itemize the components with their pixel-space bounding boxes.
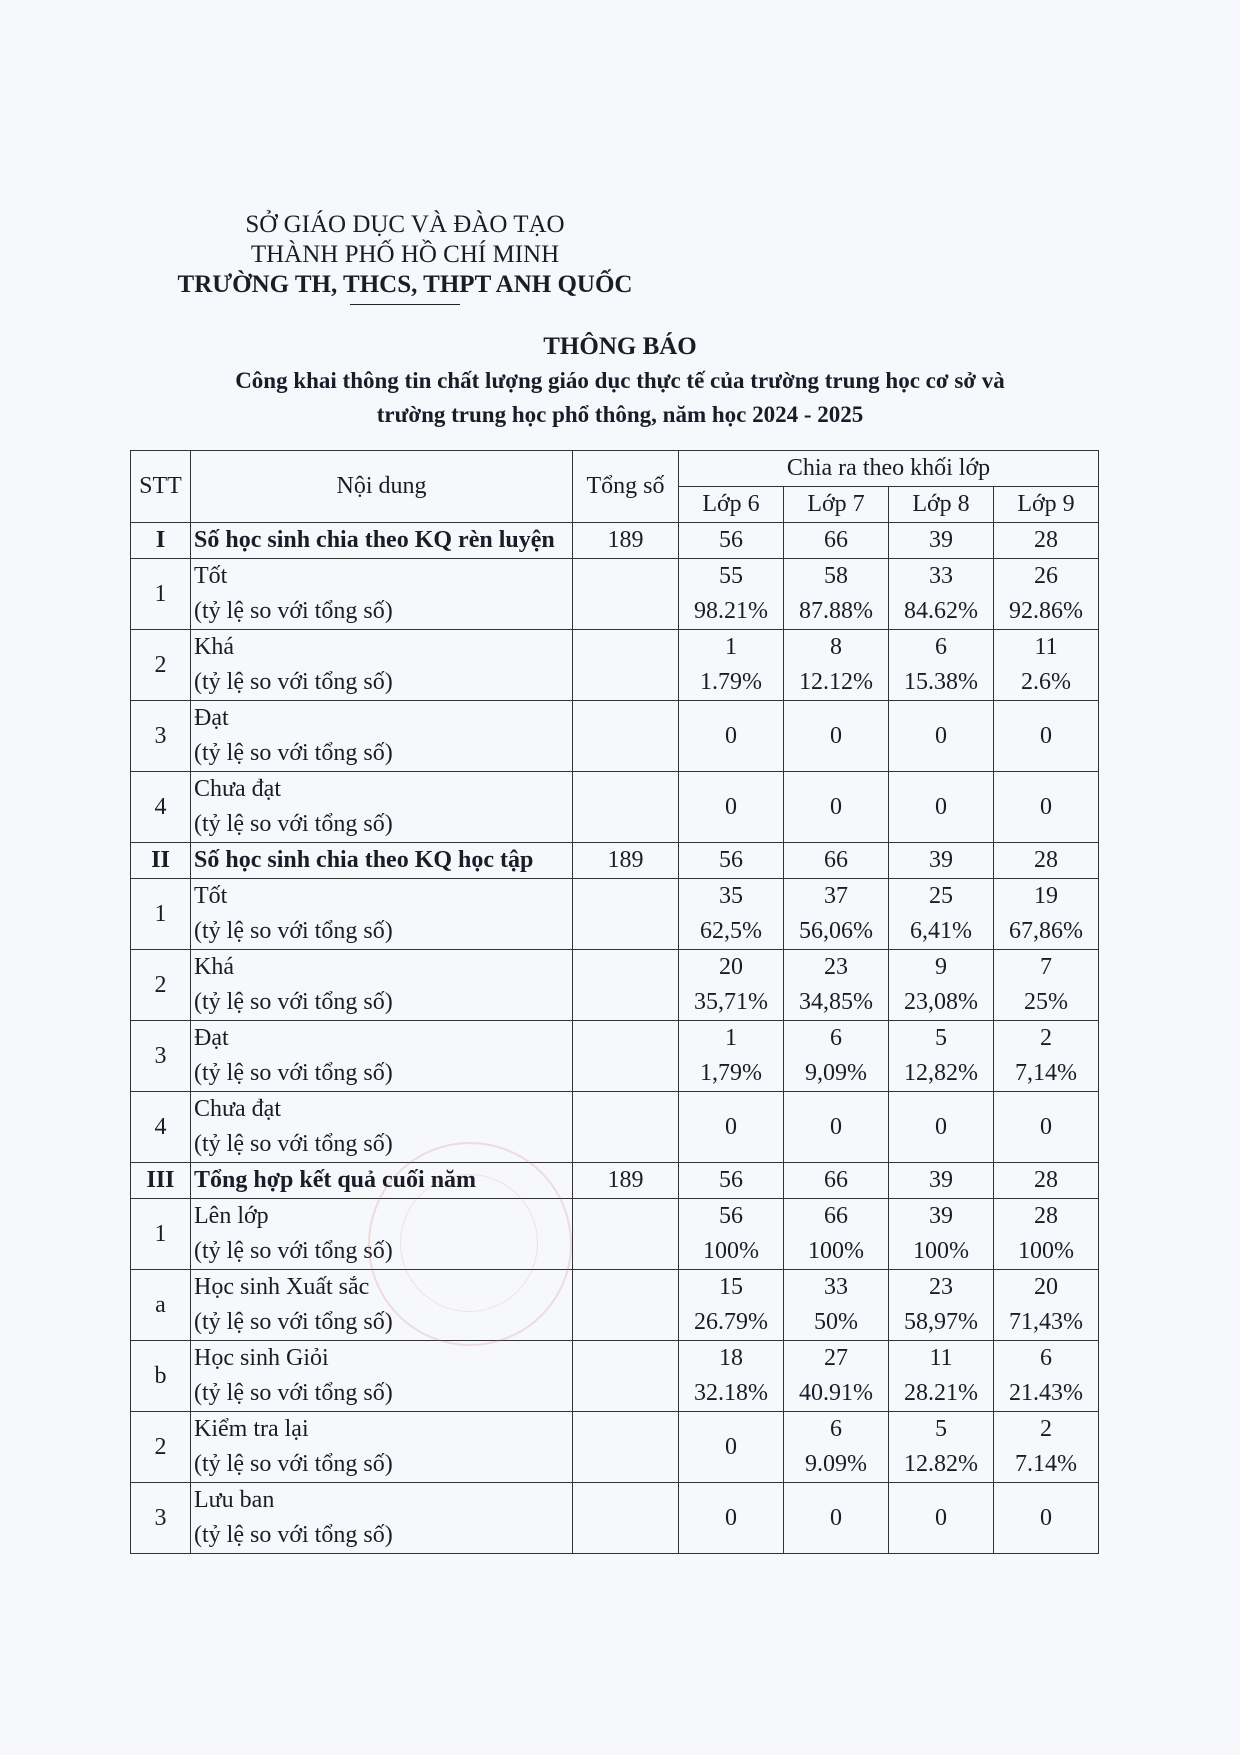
cell-count: 26 xyxy=(1034,563,1058,589)
cell-grade-7 xyxy=(784,523,889,559)
cell-percent: 100% xyxy=(703,1238,759,1264)
cell-count: 5 xyxy=(935,1416,947,1442)
cell-count: 0 xyxy=(1040,722,1052,749)
row-label: Lưu ban xyxy=(194,1487,275,1513)
row-total xyxy=(573,701,679,772)
header-grade-6: Lớp 6 xyxy=(679,487,784,523)
row-stt: 3 xyxy=(131,701,191,772)
cell-count: 0 xyxy=(725,1433,737,1460)
row-content xyxy=(191,772,573,843)
cell-count: 1 xyxy=(725,1025,737,1051)
row-total: 189 xyxy=(573,1163,679,1199)
cell-count: 0 xyxy=(935,793,947,820)
cell-percent: 67,86% xyxy=(1009,918,1083,944)
cell-grade-6 xyxy=(679,523,784,559)
quality-report-table xyxy=(130,450,1099,1554)
row-total: 189 xyxy=(573,523,679,559)
cell-grade-7 xyxy=(784,772,889,843)
cell-count: 20 xyxy=(719,954,743,980)
row-ratio-note: (tỷ lệ so với tổng số) xyxy=(194,1380,393,1406)
cell-grade-9 xyxy=(994,1412,1099,1483)
row-stt: 3 xyxy=(131,1483,191,1554)
cell-count: 56 xyxy=(719,1167,743,1193)
cell-count: 28 xyxy=(1034,1203,1058,1229)
cell-grade-9 xyxy=(994,1199,1099,1270)
row-label: Tốt xyxy=(194,883,228,909)
cell-grade-6 xyxy=(679,950,784,1021)
cell-count: 11 xyxy=(929,1345,953,1371)
title-subtitle-line2: trường trung học phổ thông, năm học 2024 - 2025 xyxy=(376,402,864,427)
city-name: THÀNH PHỐ HỒ CHÍ MINH xyxy=(250,241,560,268)
cell-count: 0 xyxy=(830,793,842,820)
cell-grade-8 xyxy=(889,1483,994,1554)
cell-grade-9 xyxy=(994,1092,1099,1163)
cell-percent: 100% xyxy=(808,1238,864,1264)
cell-count: 39 xyxy=(929,527,953,553)
cell-grade-6 xyxy=(679,1412,784,1483)
cell-grade-6 xyxy=(679,701,784,772)
cell-count: 33 xyxy=(824,1274,848,1300)
cell-grade-6 xyxy=(679,772,784,843)
row-ratio-note: (tỷ lệ so với tổng số) xyxy=(194,669,393,695)
row-content xyxy=(191,701,573,772)
table-row xyxy=(131,1092,1099,1163)
table-header-row xyxy=(131,451,1099,487)
cell-count: 27 xyxy=(824,1345,848,1371)
document-title xyxy=(130,330,1110,432)
cell-count: 37 xyxy=(824,883,848,909)
header-grade-7: Lớp 7 xyxy=(784,487,889,523)
cell-grade-7 xyxy=(784,1021,889,1092)
row-ratio-note: (tỷ lệ so với tổng số) xyxy=(194,1131,393,1157)
cell-count: 0 xyxy=(935,1113,947,1140)
cell-count: 5 xyxy=(935,1025,947,1051)
cell-percent: 92.86% xyxy=(1009,598,1083,624)
cell-grade-7 xyxy=(784,1483,889,1554)
table-row xyxy=(131,1412,1099,1483)
row-content xyxy=(191,523,573,559)
cell-grade-8 xyxy=(889,1021,994,1092)
cell-grade-9 xyxy=(994,1021,1099,1092)
row-ratio-note: (tỷ lệ so với tổng số) xyxy=(194,1451,393,1477)
cell-count: 35 xyxy=(719,883,743,909)
row-label: Học sinh Giỏi xyxy=(194,1345,329,1371)
row-total xyxy=(573,630,679,701)
school-name: TRƯỜNG TH, THCS, THPT ANH QUỐC xyxy=(177,271,633,298)
cell-grade-7 xyxy=(784,1163,889,1199)
table-row xyxy=(131,1341,1099,1412)
cell-count: 20 xyxy=(1034,1274,1058,1300)
table-row xyxy=(131,950,1099,1021)
cell-count: 9 xyxy=(935,954,947,980)
cell-percent: 50% xyxy=(814,1309,858,1335)
cell-grade-8 xyxy=(889,1092,994,1163)
row-total xyxy=(573,559,679,630)
row-label: Khá xyxy=(194,634,234,660)
row-content xyxy=(191,1163,573,1199)
cell-count: 0 xyxy=(1040,1504,1052,1531)
cell-count: 0 xyxy=(830,1113,842,1140)
row-total xyxy=(573,879,679,950)
cell-percent: 26.79% xyxy=(694,1309,768,1335)
row-ratio-note: (tỷ lệ so với tổng số) xyxy=(194,740,393,766)
table-row xyxy=(131,1270,1099,1341)
row-ratio-note: (tỷ lệ so với tổng số) xyxy=(194,811,393,837)
cell-percent: 12.82% xyxy=(904,1451,978,1477)
cell-grade-7 xyxy=(784,1412,889,1483)
cell-percent: 100% xyxy=(913,1238,969,1264)
cell-count: 28 xyxy=(1034,847,1058,873)
row-label: Chưa đạt xyxy=(194,776,281,802)
cell-grade-6 xyxy=(679,1483,784,1554)
cell-percent: 23,08% xyxy=(904,989,978,1015)
cell-count: 56 xyxy=(719,847,743,873)
cell-count: 33 xyxy=(929,563,953,589)
cell-count: 8 xyxy=(830,634,842,660)
row-label: Số học sinh chia theo KQ rèn luyện xyxy=(194,527,555,553)
row-stt: 2 xyxy=(131,1412,191,1483)
row-content xyxy=(191,1270,573,1341)
row-content xyxy=(191,843,573,879)
cell-grade-9 xyxy=(994,1163,1099,1199)
row-content xyxy=(191,1199,573,1270)
row-label: Chưa đạt xyxy=(194,1096,281,1122)
row-ratio-note: (tỷ lệ so với tổng số) xyxy=(194,1309,393,1335)
cell-grade-8 xyxy=(889,701,994,772)
cell-grade-6 xyxy=(679,1270,784,1341)
row-ratio-note: (tỷ lệ so với tổng số) xyxy=(194,989,393,1015)
cell-grade-6 xyxy=(679,559,784,630)
row-content xyxy=(191,1412,573,1483)
cell-percent: 34,85% xyxy=(799,989,873,1015)
department-name: SỞ GIÁO DỤC VÀ ĐÀO TẠO xyxy=(245,211,565,238)
row-total xyxy=(573,1341,679,1412)
cell-count: 0 xyxy=(830,722,842,749)
cell-percent: 32.18% xyxy=(694,1380,768,1406)
cell-count: 6 xyxy=(830,1025,842,1051)
cell-grade-9 xyxy=(994,701,1099,772)
cell-grade-9 xyxy=(994,950,1099,1021)
cell-percent: 9,09% xyxy=(805,1060,867,1086)
row-stt: 4 xyxy=(131,772,191,843)
cell-percent: 7,14% xyxy=(1015,1060,1077,1086)
cell-count: 7 xyxy=(1040,954,1052,980)
cell-count: 0 xyxy=(830,1504,842,1531)
row-total xyxy=(573,1021,679,1092)
cell-grade-7 xyxy=(784,950,889,1021)
cell-grade-8 xyxy=(889,1199,994,1270)
cell-grade-6 xyxy=(679,1021,784,1092)
row-content xyxy=(191,1092,573,1163)
row-stt: 4 xyxy=(131,1092,191,1163)
table-body xyxy=(131,523,1099,1554)
header-grade-8: Lớp 8 xyxy=(889,487,994,523)
row-ratio-note: (tỷ lệ so với tổng số) xyxy=(194,598,393,624)
cell-count: 6 xyxy=(830,1416,842,1442)
row-content xyxy=(191,879,573,950)
header-grade-9: Lớp 9 xyxy=(994,487,1099,523)
cell-grade-7 xyxy=(784,701,889,772)
cell-grade-7 xyxy=(784,559,889,630)
table-row xyxy=(131,1483,1099,1554)
cell-percent: 98.21% xyxy=(694,598,768,624)
row-stt: III xyxy=(131,1163,191,1199)
cell-percent: 21.43% xyxy=(1009,1380,1083,1406)
cell-grade-9 xyxy=(994,879,1099,950)
cell-count: 66 xyxy=(824,1203,848,1229)
cell-count: 19 xyxy=(1034,883,1058,909)
row-total xyxy=(573,1412,679,1483)
cell-grade-6 xyxy=(679,1341,784,1412)
cell-percent: 35,71% xyxy=(694,989,768,1015)
cell-count: 6 xyxy=(935,634,947,660)
cell-percent: 56,06% xyxy=(799,918,873,944)
table-row xyxy=(131,1021,1099,1092)
cell-grade-8 xyxy=(889,843,994,879)
cell-grade-9 xyxy=(994,559,1099,630)
row-label: Học sinh Xuất sắc xyxy=(194,1274,370,1300)
header-stt: STT xyxy=(131,451,191,523)
cell-grade-7 xyxy=(784,630,889,701)
row-total xyxy=(573,1483,679,1554)
cell-grade-8 xyxy=(889,1163,994,1199)
cell-grade-9 xyxy=(994,1483,1099,1554)
row-label: Lên lớp xyxy=(194,1203,269,1229)
cell-count: 18 xyxy=(719,1345,743,1371)
cell-count: 0 xyxy=(725,1504,737,1531)
row-total xyxy=(573,1199,679,1270)
cell-count: 39 xyxy=(929,847,953,873)
cell-count: 23 xyxy=(929,1274,953,1300)
cell-count: 0 xyxy=(1040,793,1052,820)
cell-percent: 12,82% xyxy=(904,1060,978,1086)
row-total xyxy=(573,950,679,1021)
row-stt: 2 xyxy=(131,950,191,1021)
row-total xyxy=(573,772,679,843)
table-row xyxy=(131,630,1099,701)
cell-grade-7 xyxy=(784,1199,889,1270)
row-content xyxy=(191,1341,573,1412)
table-row xyxy=(131,1199,1099,1270)
cell-count: 1 xyxy=(725,634,737,660)
cell-grade-7 xyxy=(784,1341,889,1412)
row-stt: II xyxy=(131,843,191,879)
cell-grade-8 xyxy=(889,950,994,1021)
cell-count: 56 xyxy=(719,1203,743,1229)
row-stt: 2 xyxy=(131,630,191,701)
cell-count: 0 xyxy=(935,722,947,749)
header-divider xyxy=(350,304,460,305)
cell-grade-9 xyxy=(994,1341,1099,1412)
cell-count: 0 xyxy=(725,722,737,749)
row-content xyxy=(191,1483,573,1554)
cell-percent: 100% xyxy=(1018,1238,1074,1264)
cell-grade-9 xyxy=(994,523,1099,559)
row-ratio-note: (tỷ lệ so với tổng số) xyxy=(194,1060,393,1086)
row-stt: b xyxy=(131,1341,191,1412)
cell-grade-8 xyxy=(889,1341,994,1412)
cell-grade-8 xyxy=(889,630,994,701)
row-label: Kiểm tra lại xyxy=(194,1416,309,1442)
row-stt: a xyxy=(131,1270,191,1341)
table-row xyxy=(131,772,1099,843)
cell-count: 25 xyxy=(929,883,953,909)
row-label: Đạt xyxy=(194,1025,229,1051)
row-label: Khá xyxy=(194,954,234,980)
table-section-row xyxy=(131,1163,1099,1199)
row-content xyxy=(191,630,573,701)
cell-percent: 62,5% xyxy=(700,918,762,944)
cell-grade-9 xyxy=(994,1270,1099,1341)
row-content xyxy=(191,950,573,1021)
cell-grade-6 xyxy=(679,1163,784,1199)
cell-percent: 28.21% xyxy=(904,1380,978,1406)
cell-grade-6 xyxy=(679,1199,784,1270)
cell-grade-9 xyxy=(994,843,1099,879)
cell-count: 23 xyxy=(824,954,848,980)
row-stt: I xyxy=(131,523,191,559)
row-stt: 1 xyxy=(131,559,191,630)
table-row xyxy=(131,879,1099,950)
cell-count: 11 xyxy=(1034,634,1058,660)
cell-count: 66 xyxy=(824,847,848,873)
row-content xyxy=(191,559,573,630)
agency-header xyxy=(160,210,650,305)
row-stt: 3 xyxy=(131,1021,191,1092)
table-row xyxy=(131,559,1099,630)
header-grade-group: Chia ra theo khối lớp xyxy=(679,451,1099,487)
header-content: Nội dung xyxy=(191,451,573,523)
cell-grade-7 xyxy=(784,1092,889,1163)
row-label: Tổng hợp kết quả cuối năm xyxy=(194,1167,477,1193)
cell-grade-8 xyxy=(889,879,994,950)
cell-count: 6 xyxy=(1040,1345,1052,1371)
row-ratio-note: (tỷ lệ so với tổng số) xyxy=(194,1522,393,1548)
cell-count: 0 xyxy=(725,793,737,820)
cell-count: 56 xyxy=(719,527,743,553)
cell-grade-9 xyxy=(994,630,1099,701)
cell-grade-6 xyxy=(679,843,784,879)
row-ratio-note: (tỷ lệ so với tổng số) xyxy=(194,1238,393,1264)
cell-percent: 2.6% xyxy=(1021,669,1071,695)
row-label: Đạt xyxy=(194,705,229,731)
cell-percent: 1.79% xyxy=(700,669,762,695)
cell-percent: 40.91% xyxy=(799,1380,873,1406)
cell-grade-8 xyxy=(889,1412,994,1483)
cell-count: 39 xyxy=(929,1203,953,1229)
cell-grade-8 xyxy=(889,559,994,630)
row-stt: 1 xyxy=(131,1199,191,1270)
cell-percent: 1,79% xyxy=(700,1060,762,1086)
cell-percent: 12.12% xyxy=(799,669,873,695)
row-label: Tốt xyxy=(194,563,228,589)
row-stt: 1 xyxy=(131,879,191,950)
cell-grade-6 xyxy=(679,1092,784,1163)
row-label: Số học sinh chia theo KQ học tập xyxy=(194,847,534,873)
cell-grade-6 xyxy=(679,630,784,701)
cell-percent: 7.14% xyxy=(1015,1451,1077,1477)
cell-grade-8 xyxy=(889,1270,994,1341)
cell-percent: 87.88% xyxy=(799,598,873,624)
cell-grade-9 xyxy=(994,772,1099,843)
cell-percent: 6,41% xyxy=(910,918,972,944)
cell-count: 28 xyxy=(1034,527,1058,553)
cell-count: 2 xyxy=(1040,1416,1052,1442)
cell-count: 66 xyxy=(824,1167,848,1193)
table-section-row xyxy=(131,843,1099,879)
cell-count: 2 xyxy=(1040,1025,1052,1051)
row-content xyxy=(191,1021,573,1092)
cell-percent: 15.38% xyxy=(904,669,978,695)
cell-percent: 84.62% xyxy=(904,598,978,624)
cell-count: 0 xyxy=(725,1113,737,1140)
cell-grade-7 xyxy=(784,843,889,879)
cell-percent: 25% xyxy=(1024,989,1068,1015)
cell-count: 28 xyxy=(1034,1167,1058,1193)
cell-count: 39 xyxy=(929,1167,953,1193)
table-row xyxy=(131,701,1099,772)
cell-grade-7 xyxy=(784,1270,889,1341)
row-total xyxy=(573,1270,679,1341)
row-total: 189 xyxy=(573,843,679,879)
cell-grade-8 xyxy=(889,523,994,559)
table-section-row xyxy=(131,523,1099,559)
cell-percent: 9.09% xyxy=(805,1451,867,1477)
cell-count: 0 xyxy=(935,1504,947,1531)
cell-percent: 58,97% xyxy=(904,1309,978,1335)
cell-percent: 71,43% xyxy=(1009,1309,1083,1335)
cell-count: 55 xyxy=(719,563,743,589)
cell-grade-8 xyxy=(889,772,994,843)
title-subtitle-line1: Công khai thông tin chất lượng giáo dục thực tế của trường trung học cơ sở và xyxy=(235,368,1005,393)
row-total xyxy=(573,1092,679,1163)
title-main: THÔNG BÁO xyxy=(543,333,697,360)
cell-count: 66 xyxy=(824,527,848,553)
cell-grade-7 xyxy=(784,879,889,950)
cell-count: 0 xyxy=(1040,1113,1052,1140)
header-total: Tổng số xyxy=(573,451,679,523)
row-ratio-note: (tỷ lệ so với tổng số) xyxy=(194,918,393,944)
cell-grade-6 xyxy=(679,879,784,950)
cell-count: 58 xyxy=(824,563,848,589)
cell-count: 15 xyxy=(719,1274,743,1300)
